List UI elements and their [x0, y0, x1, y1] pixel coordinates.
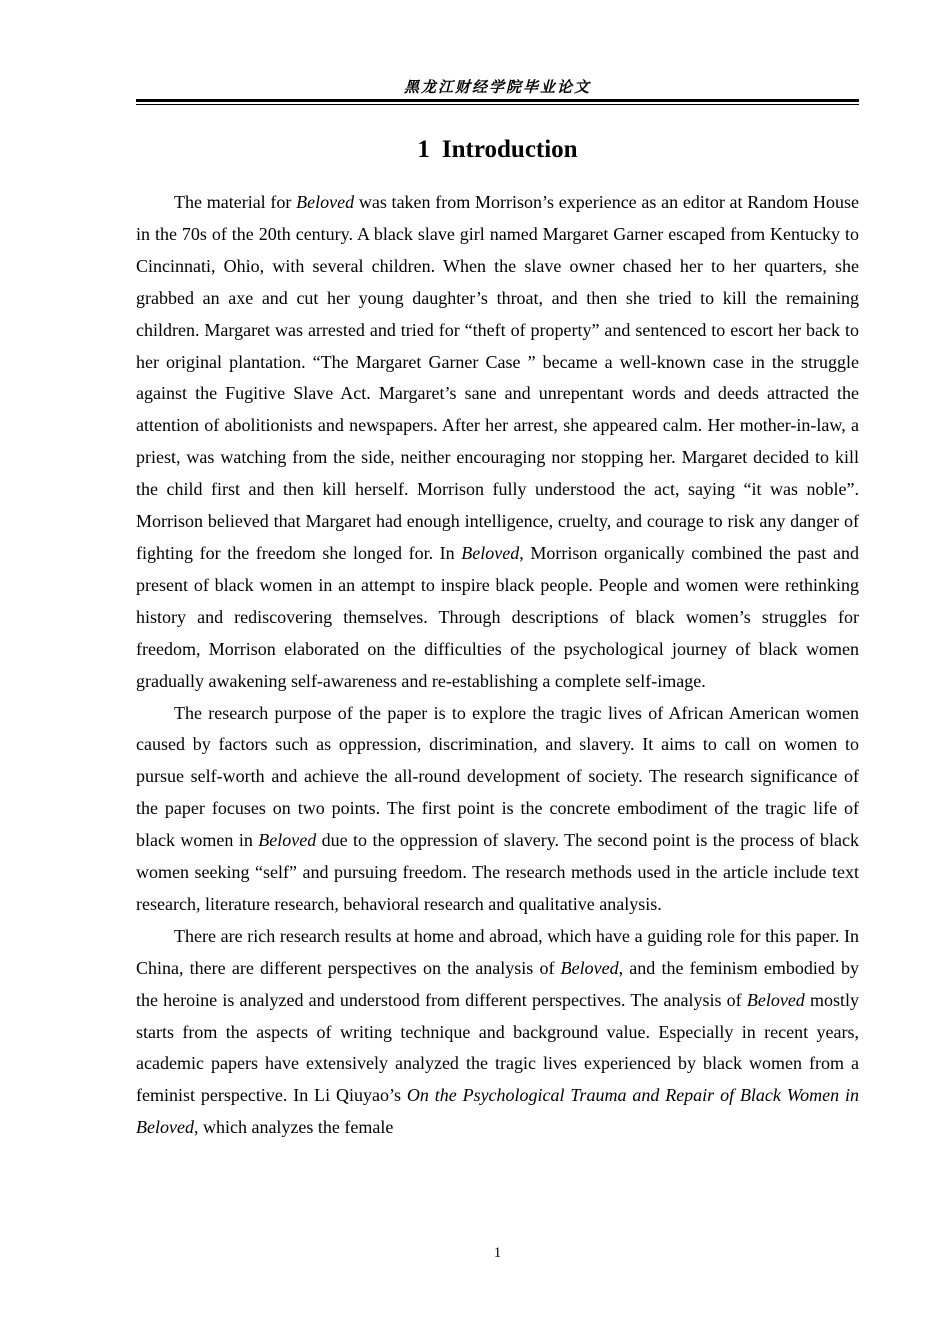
paragraph: [136, 698, 859, 921]
italic-text: Beloved: [746, 989, 805, 1010]
page-number: 1: [493, 1245, 502, 1261]
body-text: [136, 187, 859, 1144]
header-rule-thin: [136, 104, 859, 105]
chapter-number: 1: [417, 136, 430, 163]
chapter-title-text: Introduction: [441, 136, 578, 163]
text-segment: The material for: [174, 192, 297, 212]
text-segment: due to the oppression of slavery. The second point is the process of black women seeking “self” and pursuing freedom. The research methods used in the article include text research, literature research, behavioral research and qualitative analysis.: [136, 830, 859, 914]
text-segment: , and the feminism embodied by the heroine is analyzed and understood from different perspectives. The analysis of: [136, 957, 859, 1010]
text-segment: The research purpose of the paper is to explore the tragic lives of African American women caused by factors such as oppression, discrimination, and slavery. It aims to call on women to pursue self-worth and achieve the all-round development of society. The research significance of the paper focuses on two points. The first point is the concrete embodiment of the tragic life of black women in: [136, 702, 859, 851]
running-header: 黑龙江财经学院毕业论文: [403, 80, 591, 96]
paragraph: [136, 921, 859, 1144]
text-segment: mostly starts from the aspects of writing technique and background value. Especially in recent years, academic papers have extensively analyzed the tragic lives experienced by black women from a feminist perspective. In Li Qiuyao’s: [136, 989, 860, 1106]
text-segment: , Morrison organically combined the past and present of black women in an attempt to inspire black people. People and women were rethinking history and rediscovering themselves. Through descriptions of black women’s struggles for freedom, Morrison elaborated on the difficulties of the psychological journey of black women gradually awakening self-awareness and re-establishing a complete self-image.: [136, 542, 860, 691]
header-rule-thick: [136, 99, 859, 102]
chapter-title: [136, 134, 859, 166]
text-segment: There are rich research results at home and abroad, which have a guiding role for this paper. In China, there are different perspectives on the analysis of: [136, 925, 859, 978]
text-segment: , which analyzes the female: [193, 1117, 394, 1138]
italic-text: Beloved: [461, 542, 520, 563]
italic-text: Beloved: [296, 192, 355, 212]
italic-text: Beloved: [560, 957, 619, 978]
italic-text: Beloved: [258, 830, 317, 851]
text-segment: was taken from Morrison’s experience as an editor at Random House in the 70s of the 20th century. A black slave girl named Margaret Garner escaped from Kentucky to Cincinnati, Ohio, with several children. When the slave owner chased her to her quarters, she grabbed an axe and cut her young daughter’s throat, and then she tried to kill the remaining children. Margaret was arrested and tried for “theft of property” and sentenced to escort her back to her original plantation. “The Margaret Garner Case ” became a well-known case in the struggle against the Fugitive Slave Act. Margaret’s sane and unrepentant words and deeds attracted the attention of abolitionists and newspapers. After her arrest, she appeared calm. Her mother-in-law, a priest, was watching from the side, neither encouraging nor stopping her. Margaret decided to kill the child first and then kill herself. Morrison fully understood the act, saying “it was noble”. Morrison believed that Margaret had enough intelligence, cruelty, and courage to risk any danger of fighting for the freedom she longed for. In: [136, 192, 859, 563]
paragraph: [136, 187, 859, 698]
italic-text: On the Psychological Trauma and Repair of Black Women in Beloved: [136, 1085, 860, 1138]
